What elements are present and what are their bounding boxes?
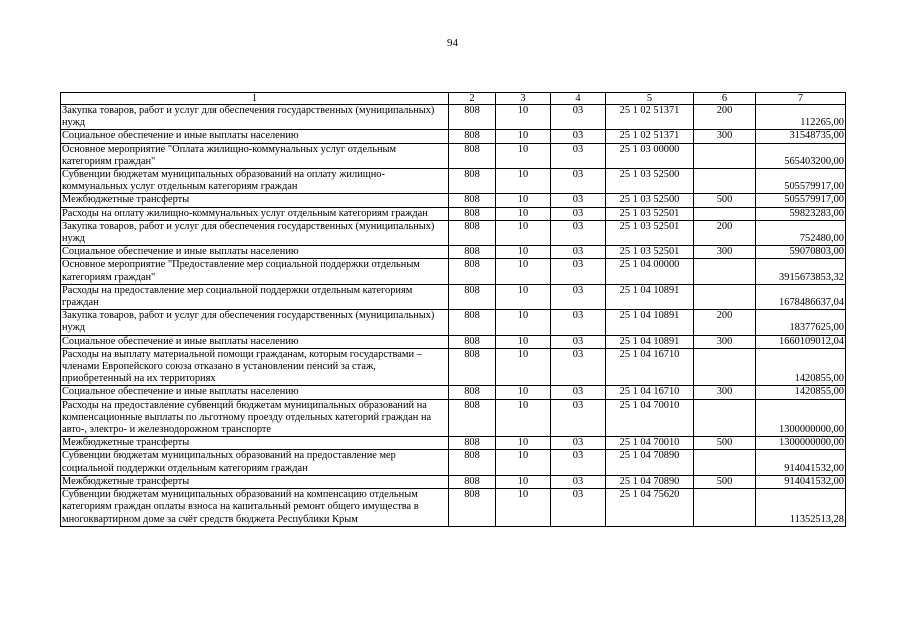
table-row <box>61 207 846 220</box>
expense-type-code <box>694 450 756 475</box>
budget-table <box>60 92 846 527</box>
item-description: Субвенции бюджетам муниципальных образований на оплату жилищно-коммунальных услуг отдельным категориям граждан <box>61 169 449 194</box>
target-article-code: 25 1 03 00000 <box>606 143 694 168</box>
column-header: 3 <box>496 93 551 105</box>
section-code: 10 <box>496 335 551 348</box>
target-article-code: 25 1 04 00000 <box>606 259 694 284</box>
ministry-code: 808 <box>449 143 496 168</box>
subsection-code: 03 <box>551 386 606 399</box>
subsection-code: 03 <box>551 284 606 309</box>
amount: 505579917,00 <box>756 194 846 207</box>
item-description: Социальное обеспечение и иные выплаты населению <box>61 335 449 348</box>
expense-type-code: 300 <box>694 130 756 143</box>
section-code: 10 <box>496 220 551 245</box>
subsection-code: 03 <box>551 335 606 348</box>
section-code: 10 <box>496 259 551 284</box>
expense-type-code <box>694 489 756 527</box>
section-code: 10 <box>496 437 551 450</box>
amount: 505579917,00 <box>756 169 846 194</box>
target-article-code: 25 1 03 52500 <box>606 169 694 194</box>
item-description: Основное мероприятие "Предоставление мер социальной поддержки отдельным категориям граждан" <box>61 259 449 284</box>
target-article-code: 25 1 03 52501 <box>606 246 694 259</box>
section-code: 10 <box>496 130 551 143</box>
item-description: Социальное обеспечение и иные выплаты населению <box>61 246 449 259</box>
section-code: 10 <box>496 450 551 475</box>
subsection-code: 03 <box>551 169 606 194</box>
table-row <box>61 169 846 194</box>
amount: 31548735,00 <box>756 130 846 143</box>
ministry-code: 808 <box>449 348 496 386</box>
subsection-code: 03 <box>551 143 606 168</box>
item-description: Межбюджетные трансферты <box>61 475 449 488</box>
item-description: Субвенции бюджетам муниципальных образований на компенсацию отдельным категориям граждан оплаты взноса на капитальный ремонт общего имущества в многоквартирном доме за счёт средств бюджета Республики Крым <box>61 489 449 527</box>
expense-type-code: 500 <box>694 475 756 488</box>
ministry-code: 808 <box>449 386 496 399</box>
section-code: 10 <box>496 169 551 194</box>
expense-type-code <box>694 143 756 168</box>
header-row <box>61 93 846 105</box>
target-article-code: 25 1 02 51371 <box>606 130 694 143</box>
expense-type-code: 200 <box>694 220 756 245</box>
expense-type-code <box>694 348 756 386</box>
target-article-code: 25 1 04 70890 <box>606 450 694 475</box>
target-article-code: 25 1 04 70890 <box>606 475 694 488</box>
ministry-code: 808 <box>449 399 496 437</box>
item-description: Социальное обеспечение и иные выплаты населению <box>61 386 449 399</box>
item-description: Межбюджетные трансферты <box>61 194 449 207</box>
section-code: 10 <box>496 348 551 386</box>
ministry-code: 808 <box>449 335 496 348</box>
ministry-code: 808 <box>449 169 496 194</box>
expense-type-code <box>694 259 756 284</box>
amount: 565403200,00 <box>756 143 846 168</box>
section-code: 10 <box>496 386 551 399</box>
amount: 1420855,00 <box>756 348 846 386</box>
item-description: Закупка товаров, работ и услуг для обеспечения государственных (муниципальных) нужд <box>61 105 449 130</box>
expense-type-code <box>694 207 756 220</box>
ministry-code: 808 <box>449 450 496 475</box>
column-header: 5 <box>606 93 694 105</box>
target-article-code: 25 1 03 52500 <box>606 194 694 207</box>
table-row <box>61 335 846 348</box>
subsection-code: 03 <box>551 348 606 386</box>
target-article-code: 25 1 03 52501 <box>606 220 694 245</box>
ministry-code: 808 <box>449 259 496 284</box>
subsection-code: 03 <box>551 310 606 335</box>
item-description: Расходы на оплату жилищно-коммунальных услуг отдельным категориям граждан <box>61 207 449 220</box>
table-row <box>61 450 846 475</box>
amount: 914041532,00 <box>756 450 846 475</box>
target-article-code: 25 1 03 52501 <box>606 207 694 220</box>
subsection-code: 03 <box>551 475 606 488</box>
ministry-code: 808 <box>449 489 496 527</box>
ministry-code: 808 <box>449 220 496 245</box>
ministry-code: 808 <box>449 105 496 130</box>
subsection-code: 03 <box>551 130 606 143</box>
section-code: 10 <box>496 284 551 309</box>
table-body <box>61 105 846 527</box>
table-row <box>61 399 846 437</box>
amount: 1300000000,00 <box>756 399 846 437</box>
section-code: 10 <box>496 399 551 437</box>
expense-type-code <box>694 399 756 437</box>
subsection-code: 03 <box>551 207 606 220</box>
amount: 752480,00 <box>756 220 846 245</box>
amount: 59070803,00 <box>756 246 846 259</box>
column-header: 1 <box>61 93 449 105</box>
expense-type-code: 300 <box>694 335 756 348</box>
subsection-code: 03 <box>551 489 606 527</box>
ministry-code: 808 <box>449 437 496 450</box>
column-header: 6 <box>694 93 756 105</box>
amount: 59823283,00 <box>756 207 846 220</box>
item-description: Основное мероприятие "Оплата жилищно-коммунальных услуг отдельным категориям граждан" <box>61 143 449 168</box>
subsection-code: 03 <box>551 437 606 450</box>
amount: 3915673853,32 <box>756 259 846 284</box>
ministry-code: 808 <box>449 194 496 207</box>
section-code: 10 <box>496 194 551 207</box>
table-row <box>61 130 846 143</box>
ministry-code: 808 <box>449 284 496 309</box>
ministry-code: 808 <box>449 246 496 259</box>
subsection-code: 03 <box>551 194 606 207</box>
expense-type-code: 500 <box>694 194 756 207</box>
section-code: 10 <box>496 475 551 488</box>
column-header: 4 <box>551 93 606 105</box>
table-row <box>61 143 846 168</box>
section-code: 10 <box>496 105 551 130</box>
table-row <box>61 310 846 335</box>
expense-type-code <box>694 284 756 309</box>
table-row <box>61 437 846 450</box>
amount: 112265,00 <box>756 105 846 130</box>
amount: 18377625,00 <box>756 310 846 335</box>
expense-type-code: 200 <box>694 310 756 335</box>
amount: 11352513,28 <box>756 489 846 527</box>
ministry-code: 808 <box>449 130 496 143</box>
expense-type-code: 500 <box>694 437 756 450</box>
subsection-code: 03 <box>551 399 606 437</box>
table-row <box>61 194 846 207</box>
section-code: 10 <box>496 310 551 335</box>
target-article-code: 25 1 04 70010 <box>606 437 694 450</box>
amount: 1300000000,00 <box>756 437 846 450</box>
item-description: Расходы на предоставление мер социальной поддержки отдельным категориям граждан <box>61 284 449 309</box>
table-row <box>61 259 846 284</box>
page-number: 94 <box>447 37 458 49</box>
expense-type-code: 300 <box>694 246 756 259</box>
amount: 914041532,00 <box>756 475 846 488</box>
target-article-code: 25 1 02 51371 <box>606 105 694 130</box>
target-article-code: 25 1 04 70010 <box>606 399 694 437</box>
target-article-code: 25 1 04 10891 <box>606 310 694 335</box>
table-row <box>61 220 846 245</box>
item-description: Расходы на выплату материальной помощи гражданам, которым государствами – членами Европейского союза отказано в установлении пенсий за стаж, приобретенный на их территориях <box>61 348 449 386</box>
expense-type-code <box>694 169 756 194</box>
table-row <box>61 489 846 527</box>
section-code: 10 <box>496 246 551 259</box>
table-row <box>61 284 846 309</box>
subsection-code: 03 <box>551 220 606 245</box>
table-row <box>61 386 846 399</box>
expense-type-code: 300 <box>694 386 756 399</box>
target-article-code: 25 1 04 16710 <box>606 386 694 399</box>
item-description: Закупка товаров, работ и услуг для обеспечения государственных (муниципальных) нужд <box>61 220 449 245</box>
table-row <box>61 105 846 130</box>
item-description: Закупка товаров, работ и услуг для обеспечения государственных (муниципальных) нужд <box>61 310 449 335</box>
section-code: 10 <box>496 489 551 527</box>
section-code: 10 <box>496 143 551 168</box>
amount: 1678486637,04 <box>756 284 846 309</box>
subsection-code: 03 <box>551 246 606 259</box>
target-article-code: 25 1 04 10891 <box>606 284 694 309</box>
ministry-code: 808 <box>449 310 496 335</box>
ministry-code: 808 <box>449 207 496 220</box>
section-code: 10 <box>496 207 551 220</box>
table-row <box>61 475 846 488</box>
target-article-code: 25 1 04 75620 <box>606 489 694 527</box>
subsection-code: 03 <box>551 105 606 130</box>
item-description: Социальное обеспечение и иные выплаты населению <box>61 130 449 143</box>
ministry-code: 808 <box>449 475 496 488</box>
item-description: Межбюджетные трансферты <box>61 437 449 450</box>
column-header: 7 <box>756 93 846 105</box>
target-article-code: 25 1 04 10891 <box>606 335 694 348</box>
target-article-code: 25 1 04 16710 <box>606 348 694 386</box>
expense-type-code: 200 <box>694 105 756 130</box>
table-row <box>61 246 846 259</box>
table-row <box>61 348 846 386</box>
subsection-code: 03 <box>551 450 606 475</box>
amount: 1420855,00 <box>756 386 846 399</box>
amount: 1660109012,04 <box>756 335 846 348</box>
item-description: Расходы на предоставление субвенций бюджетам муниципальных образований на компенсационные выплаты по льготному проезду отдельных категорий граждан на авто-, электро- и железнодорожном транспорте <box>61 399 449 437</box>
item-description: Субвенции бюджетам муниципальных образований на предоставление мер социальной поддержки отдельным категориям граждан <box>61 450 449 475</box>
column-header: 2 <box>449 93 496 105</box>
subsection-code: 03 <box>551 259 606 284</box>
